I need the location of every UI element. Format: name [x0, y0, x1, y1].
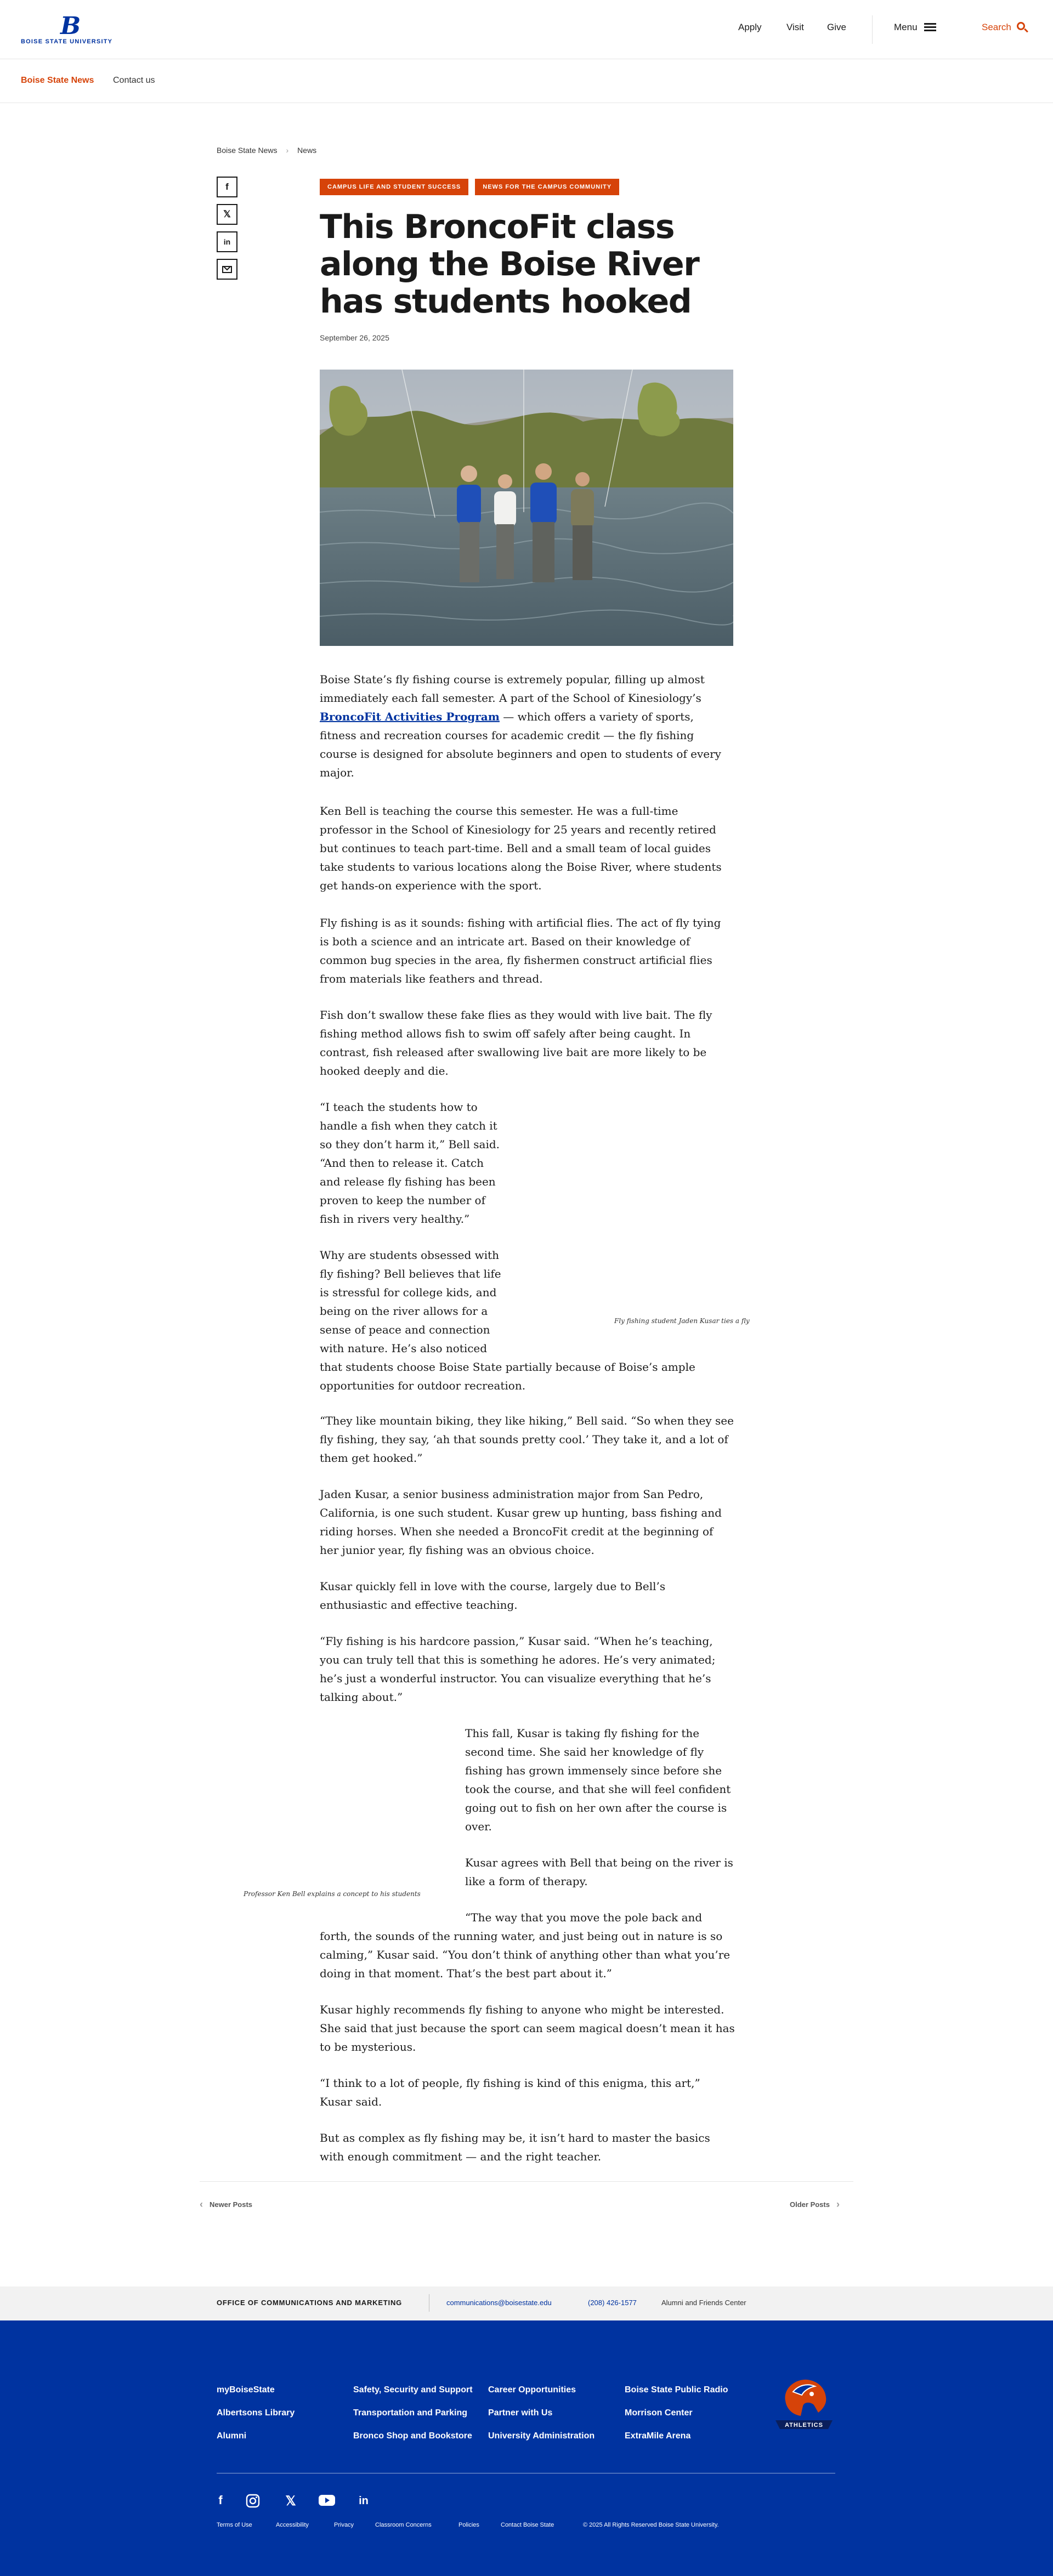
newer-posts-link[interactable] — [200, 2199, 252, 2210]
paragraph-7: “They like mountain biking, they like hiking,” Bell said. “So when they see fly fishing, they say, ‘ah that sounds pretty cool.’ They take it, and a lot of them get hooked.” — [320, 1414, 734, 1465]
nav-divider — [872, 15, 873, 44]
footer-link-careers[interactable]: Career Opportunities — [488, 2385, 576, 2395]
nav-apply[interactable]: Apply — [738, 22, 762, 32]
footer-classroom-concerns-link[interactable]: Classroom Concerns — [375, 2522, 432, 2528]
share-bar — [217, 177, 239, 286]
image-caption-2: Professor Ken Bell explains a concept to his students — [244, 1890, 421, 1898]
paragraph-15: “I think to a lot of people, fly fishing is kind of this enigma, this art,” Kusar said. — [320, 2076, 700, 2108]
paragraph-14: Kusar highly recommends fly fishing to anyone who might be interested. She said that just because the sport can seem magical doesn’t mean it has to be mysterious. — [320, 2003, 735, 2053]
paragraph-11: This fall, Kusar is taking fly fishing for the second time. She said her knowledge of fly fishing has grown immensely since before she took the course, and that she will feel confident going out to fish on her own after the course is over. — [465, 1727, 731, 1833]
footer-copyright: © 2025 All Rights Reserved Boise State University. — [583, 2522, 719, 2528]
tag-campus-community[interactable]: NEWS FOR THE CAMPUS COMMUNITY — [475, 179, 619, 195]
footer-link-safety[interactable]: Safety, Security and Support — [353, 2385, 473, 2395]
linkedin-icon[interactable]: in — [217, 231, 237, 252]
facebook-icon[interactable]: f — [218, 2493, 223, 2507]
paragraph-6a: Why are students obsessed with fly fishing? Bell believes that life is stressful for college kids, and being on the river allows for a sense of peace and connection with nature. He’s also noticed — [320, 1249, 501, 1355]
bronco-head-icon — [771, 2370, 837, 2436]
chevron-right-icon: › — [836, 2199, 840, 2210]
footer-link-library[interactable]: Albertsons Library — [217, 2408, 295, 2418]
footer-link-alumni[interactable]: Alumni — [217, 2431, 247, 2441]
menu-button[interactable] — [894, 22, 936, 33]
footer-terms-link[interactable]: Terms of Use — [217, 2522, 252, 2528]
facebook-icon[interactable]: f — [217, 177, 237, 197]
logo-b-mark: B — [60, 12, 81, 40]
paragraph-6b: that students choose Boise State partially because of Boise’s ample opportunities for outdoor recreation. — [320, 1360, 695, 1392]
article-date: September 26, 2025 — [320, 333, 389, 342]
paragraph-8: Jaden Kusar, a senior business administration major from San Pedro, California, is one such student. Kusar grew up hunting, bass fishing and riding horses. When she needed a BroncoFit credit at the beginning of her junior year, fly fishing was an obvious choice. — [320, 1488, 722, 1557]
x-icon[interactable]: 𝕏 — [217, 204, 237, 225]
tag-campus-life[interactable]: CAMPUS LIFE AND STUDENT SUCCESS — [320, 179, 468, 195]
nav-give[interactable]: Give — [827, 22, 846, 32]
youtube-icon[interactable] — [318, 2494, 336, 2507]
search-label: Search — [982, 22, 1011, 32]
footer-privacy-link[interactable]: Privacy — [334, 2522, 354, 2528]
article-tags — [320, 179, 619, 195]
paragraph-16: But as complex as fly fishing may be, it isn’t hard to master the basics with enough commitment — and the right teacher. — [320, 2131, 710, 2163]
paragraph-9: Kusar quickly fell in love with the course, largely due to Bell’s enthusiastic and effective teaching. — [320, 1580, 666, 1612]
newer-posts-label: Newer Posts — [210, 2200, 253, 2209]
hamburger-icon — [924, 23, 936, 32]
footer-link-morrison-center[interactable]: Morrison Center — [625, 2408, 693, 2418]
chevron-left-icon: ‹ — [200, 2199, 203, 2210]
older-posts-link[interactable] — [790, 2199, 840, 2210]
office-bar — [0, 2286, 1053, 2320]
paragraph-10: “Fly fishing is his hardcore passion,” Kusar said. “When he’s teaching, you can truly tell that this is something he adores. He’s very animated; he’s just a wonderful instructor. You can visualize everything that he’s talking about.” — [320, 1635, 716, 1704]
office-email-link[interactable]: communications@boisestate.edu — [446, 2299, 552, 2307]
email-icon[interactable] — [217, 259, 237, 280]
hero-photo — [320, 370, 733, 646]
pager-divider — [200, 2181, 853, 2182]
site-footer — [0, 2320, 1053, 2576]
paragraph-13b: forth, the sounds of the running water, and just being out in nature is so calming,” Kusar said. “You don’t think of anything other than what you’re doing in that moment. That’s the best part about it.” — [320, 1930, 731, 1980]
athletics-label: ATHLETICS — [785, 2422, 823, 2429]
footer-link-partner[interactable]: Partner with Us — [488, 2408, 553, 2418]
paragraph-4: Fish don’t swallow these fake flies as they would with live bait. The fly fishing method allows fish to swim off safely after being caught. In contrast, fish released after swallowing live bait are more likely to be hooked deeply and die. — [320, 1008, 712, 1077]
footer-link-myboisestate[interactable]: myBoiseState — [217, 2385, 275, 2395]
news-subheader — [0, 59, 1053, 103]
footer-link-bronco-shop[interactable]: Bronco Shop and Bookstore — [353, 2431, 472, 2441]
footer-link-public-radio[interactable]: Boise State Public Radio — [625, 2385, 728, 2395]
breadcrumb-news-home[interactable]: Boise State News — [217, 146, 278, 155]
footer-link-transportation[interactable]: Transportation and Parking — [353, 2408, 468, 2418]
menu-label: Menu — [894, 22, 918, 32]
contact-us-link[interactable]: Contact us — [113, 76, 155, 85]
search-button[interactable] — [982, 22, 1028, 33]
broncofit-activities-link[interactable]: BroncoFit Activities Program — [320, 710, 500, 723]
footer-contact-link[interactable]: Contact Boise State — [501, 2522, 554, 2528]
footer-link-extramile-arena[interactable]: ExtraMile Arena — [625, 2431, 691, 2441]
footer-link-administration[interactable]: University Administration — [488, 2431, 595, 2441]
paragraph-5: “I teach the students how to handle a fish when they catch it so they don’t harm it,” Bell said. “And then to release it. Catch and release fly fishing has been proven to keep the number of fish in rivers very healthy.” — [320, 1100, 500, 1225]
site-header — [0, 0, 1053, 59]
paragraph-1-text-b: — which offers a variety of sports, fitness and recreation courses for academic credit — the fly fishing course is designed for absolute beginners and open to students of every major. — [320, 710, 721, 779]
office-phone-link[interactable]: (208) 426-1577 — [588, 2299, 637, 2307]
linkedin-icon[interactable]: in — [359, 2494, 369, 2507]
footer-policies-link[interactable]: Policies — [458, 2522, 479, 2528]
article-title: This BroncoFit class along the Boise River has students hooked — [320, 208, 699, 321]
instagram-icon[interactable] — [246, 2494, 260, 2508]
x-icon[interactable]: 𝕏 — [285, 2493, 296, 2509]
paragraph-1 — [320, 670, 727, 782]
boise-state-logo[interactable] — [21, 12, 113, 46]
paragraph-1-text-a: Boise State’s fly fishing course is extremely popular, filling up almost immediately each fall semester. A part of the School of Kinesiology’s — [320, 673, 705, 705]
nav-visit[interactable]: Visit — [786, 22, 804, 32]
athletics-logo[interactable] — [771, 2370, 837, 2436]
paragraph-2: Ken Bell is teaching the course this semester. He was a full-time professor in the School of Kinesiology for 25 years and recently retired but continues to teach part-time. Bell and a small team of local guides take students to various locations along the Boise River, where students get hands-on experience with the sport. — [320, 804, 722, 892]
paragraph-12: Kusar agrees with Bell that being on the river is like a form of therapy. — [465, 1856, 733, 1888]
paragraph-13a: “The way that you move the pole back and — [465, 1911, 703, 1924]
office-name: OFFICE OF COMMUNICATIONS AND MARKETING — [217, 2299, 403, 2307]
breadcrumb — [217, 146, 316, 155]
paragraph-3: Fly fishing is as it sounds: fishing with artificial flies. The act of fly tying is both a science and an intricate art. Based on their knowledge of common bug species in the area, fly fishermen construct artificial flies from materials like feathers and thread. — [320, 916, 721, 985]
hero-photo-image — [320, 370, 733, 646]
alumni-center-link[interactable]: Alumni and Friends Center — [661, 2299, 746, 2307]
older-posts-label: Older Posts — [790, 2200, 830, 2209]
chevron-right-icon: › — [286, 146, 289, 155]
search-icon — [1017, 22, 1028, 33]
logo-text: BOISE STATE UNIVERSITY — [21, 38, 113, 45]
image-caption-1: Fly fishing student Jaden Kusar ties a fly — [614, 1317, 750, 1325]
breadcrumb-news[interactable]: News — [297, 146, 317, 155]
boise-state-news-link[interactable]: Boise State News — [21, 76, 94, 85]
footer-accessibility-link[interactable]: Accessibility — [276, 2522, 309, 2528]
